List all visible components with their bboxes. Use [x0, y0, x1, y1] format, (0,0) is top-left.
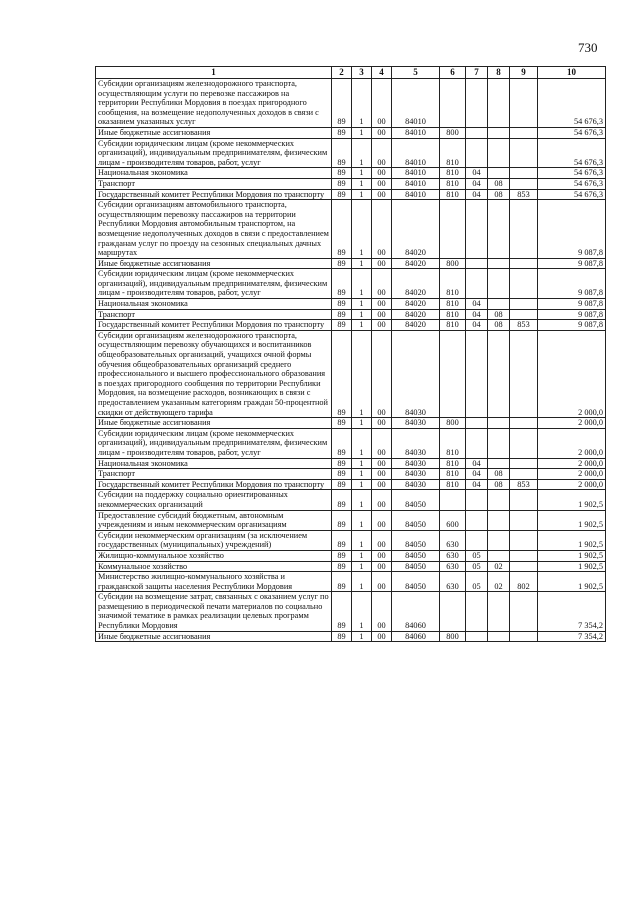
amount-cell: 7 354,2 — [538, 631, 606, 642]
code-cell: 1 — [352, 269, 372, 299]
code-cell: 810 — [440, 299, 466, 310]
code-cell — [510, 418, 538, 429]
code-cell — [488, 79, 510, 128]
code-cell: 84030 — [392, 428, 440, 458]
code-cell: 1 — [352, 561, 372, 572]
code-cell: 89 — [332, 510, 352, 530]
table-row — [96, 550, 606, 561]
code-cell: 00 — [372, 458, 392, 469]
table-row — [96, 631, 606, 642]
code-cell: 00 — [372, 561, 392, 572]
code-cell: 05 — [466, 561, 488, 572]
table-row — [96, 138, 606, 168]
col-header: 7 — [466, 67, 488, 79]
row-name-cell: Субсидии организациям железнодорожного транспорта, осуществляющим услуги по перевозке пассажиров на территории Республики Мордовия в поездах пригородного сообщения, на возмещение недополученных доходов в связи с оказанием указанных услуг — [96, 79, 332, 128]
code-cell — [488, 330, 510, 417]
code-cell: 802 — [510, 572, 538, 592]
code-cell: 00 — [372, 631, 392, 642]
table-row — [96, 258, 606, 269]
code-cell — [510, 178, 538, 189]
code-cell: 84010 — [392, 138, 440, 168]
table-header-row — [96, 67, 606, 79]
code-cell: 89 — [332, 309, 352, 320]
code-cell — [440, 490, 466, 510]
code-cell — [510, 428, 538, 458]
amount-cell: 9 087,8 — [538, 299, 606, 310]
code-cell: 89 — [332, 490, 352, 510]
code-cell — [466, 530, 488, 550]
code-cell: 89 — [332, 299, 352, 310]
code-cell: 810 — [440, 458, 466, 469]
code-cell — [510, 510, 538, 530]
code-cell — [510, 530, 538, 550]
table-row — [96, 127, 606, 138]
amount-cell: 1 902,5 — [538, 530, 606, 550]
col-header: 10 — [538, 67, 606, 79]
code-cell: 89 — [332, 418, 352, 429]
code-cell: 89 — [332, 479, 352, 490]
code-cell: 1 — [352, 469, 372, 480]
code-cell: 89 — [332, 138, 352, 168]
row-name-cell: Национальная экономика — [96, 168, 332, 179]
code-cell: 00 — [372, 469, 392, 480]
code-cell: 600 — [440, 510, 466, 530]
code-cell: 84020 — [392, 200, 440, 259]
code-cell — [440, 79, 466, 128]
table-row — [96, 189, 606, 200]
row-name-cell: Субсидии на возмещение затрат, связанных с оказанием услуг по размещению в периодической печати материалов по социально значимой тематике в рамках реализации целевых программ Республики Мордовия — [96, 592, 332, 631]
code-cell — [510, 458, 538, 469]
code-cell: 1 — [352, 550, 372, 561]
code-cell — [466, 490, 488, 510]
code-cell: 84010 — [392, 79, 440, 128]
code-cell: 84020 — [392, 269, 440, 299]
code-cell: 810 — [440, 320, 466, 331]
code-cell: 08 — [488, 479, 510, 490]
code-cell — [510, 469, 538, 480]
col-header: 8 — [488, 67, 510, 79]
code-cell — [488, 138, 510, 168]
code-cell: 00 — [372, 269, 392, 299]
code-cell: 853 — [510, 320, 538, 331]
code-cell: 1 — [352, 330, 372, 417]
code-cell: 89 — [332, 572, 352, 592]
code-cell: 00 — [372, 309, 392, 320]
row-name-cell: Иные бюджетные ассигнования — [96, 418, 332, 429]
code-cell: 89 — [332, 592, 352, 631]
table-row — [96, 269, 606, 299]
code-cell: 89 — [332, 178, 352, 189]
code-cell — [510, 330, 538, 417]
code-cell — [466, 258, 488, 269]
code-cell: 89 — [332, 550, 352, 561]
amount-cell: 1 902,5 — [538, 550, 606, 561]
code-cell — [488, 299, 510, 310]
amount-cell: 54 676,3 — [538, 138, 606, 168]
code-cell: 89 — [332, 330, 352, 417]
code-cell: 1 — [352, 479, 372, 490]
code-cell: 810 — [440, 269, 466, 299]
code-cell: 800 — [440, 258, 466, 269]
amount-cell: 54 676,3 — [538, 178, 606, 189]
row-name-cell: Государственный комитет Республики Мордовия по транспорту — [96, 189, 332, 200]
row-name-cell: Транспорт — [96, 178, 332, 189]
code-cell: 810 — [440, 138, 466, 168]
code-cell: 1 — [352, 200, 372, 259]
code-cell: 08 — [488, 189, 510, 200]
code-cell: 04 — [466, 189, 488, 200]
code-cell: 04 — [466, 458, 488, 469]
code-cell — [466, 79, 488, 128]
table-row — [96, 79, 606, 128]
code-cell: 1 — [352, 309, 372, 320]
amount-cell: 2 000,0 — [538, 458, 606, 469]
code-cell — [466, 200, 488, 259]
code-cell: 1 — [352, 572, 372, 592]
code-cell: 02 — [488, 561, 510, 572]
code-cell: 1 — [352, 490, 372, 510]
table-row — [96, 510, 606, 530]
code-cell: 84030 — [392, 330, 440, 417]
row-name-cell: Субсидии юридическим лицам (кроме некоммерческих организаций), индивидуальным предпринимателям, физическим лицам - производителям товаров, работ, услуг — [96, 428, 332, 458]
code-cell: 89 — [332, 561, 352, 572]
code-cell — [510, 168, 538, 179]
row-name-cell: Транспорт — [96, 469, 332, 480]
code-cell: 84030 — [392, 469, 440, 480]
code-cell: 810 — [440, 168, 466, 179]
code-cell: 89 — [332, 631, 352, 642]
row-name-cell: Субсидии на поддержку социально ориентированных некоммерческих организаций — [96, 490, 332, 510]
code-cell — [466, 127, 488, 138]
amount-cell: 2 000,0 — [538, 479, 606, 490]
code-cell: 853 — [510, 479, 538, 490]
code-cell — [466, 418, 488, 429]
code-cell — [466, 510, 488, 530]
code-cell — [510, 127, 538, 138]
table-row — [96, 178, 606, 189]
code-cell: 04 — [466, 320, 488, 331]
code-cell: 89 — [332, 428, 352, 458]
row-name-cell: Коммунальное хозяйство — [96, 561, 332, 572]
code-cell — [510, 269, 538, 299]
row-name-cell: Субсидии организациям автомобильного транспорта, осуществляющим перевозку пассажиров на территории Республики Мордовия автомобильным транспортом, на возмещение недополученных доходов в связи с предоставлением гражданам услуг по проезду на сезонных специальных дачных маршрутах — [96, 200, 332, 259]
code-cell: 00 — [372, 127, 392, 138]
code-cell — [488, 200, 510, 259]
code-cell — [488, 510, 510, 530]
row-name-cell: Субсидии юридическим лицам (кроме некоммерческих организаций), индивидуальным предпринимателям, физическим лицам - производителям товаров, работ, услуг — [96, 138, 332, 168]
amount-cell: 9 087,8 — [538, 200, 606, 259]
code-cell: 89 — [332, 469, 352, 480]
code-cell: 84050 — [392, 572, 440, 592]
code-cell — [510, 490, 538, 510]
code-cell: 02 — [488, 572, 510, 592]
amount-cell: 54 676,3 — [538, 189, 606, 200]
code-cell: 1 — [352, 418, 372, 429]
code-cell: 1 — [352, 178, 372, 189]
amount-cell: 7 354,2 — [538, 592, 606, 631]
code-cell: 00 — [372, 200, 392, 259]
code-cell: 00 — [372, 168, 392, 179]
row-name-cell: Субсидии юридическим лицам (кроме некоммерческих организаций), индивидуальным предпринимателям, физическим лицам - производителям товаров, работ, услуг — [96, 269, 332, 299]
code-cell: 84020 — [392, 299, 440, 310]
code-cell: 84050 — [392, 510, 440, 530]
row-name-cell: Государственный комитет Республики Мордовия по транспорту — [96, 320, 332, 331]
code-cell — [510, 550, 538, 561]
col-header: 6 — [440, 67, 466, 79]
table-row — [96, 561, 606, 572]
table-row — [96, 299, 606, 310]
row-name-cell: Национальная экономика — [96, 458, 332, 469]
code-cell: 810 — [440, 178, 466, 189]
row-name-cell: Иные бюджетные ассигнования — [96, 127, 332, 138]
code-cell: 89 — [332, 189, 352, 200]
code-cell — [466, 592, 488, 631]
code-cell: 84010 — [392, 189, 440, 200]
code-cell: 04 — [466, 168, 488, 179]
code-cell — [510, 200, 538, 259]
code-cell — [488, 428, 510, 458]
code-cell — [510, 592, 538, 631]
amount-cell: 2 000,0 — [538, 428, 606, 458]
code-cell: 84030 — [392, 418, 440, 429]
code-cell: 800 — [440, 127, 466, 138]
code-cell — [510, 299, 538, 310]
amount-cell: 1 902,5 — [538, 510, 606, 530]
code-cell: 00 — [372, 572, 392, 592]
code-cell: 00 — [372, 79, 392, 128]
code-cell — [488, 269, 510, 299]
code-cell — [466, 269, 488, 299]
table-row — [96, 418, 606, 429]
code-cell: 1 — [352, 428, 372, 458]
table-row — [96, 572, 606, 592]
code-cell: 89 — [332, 269, 352, 299]
code-cell — [466, 330, 488, 417]
code-cell: 05 — [466, 550, 488, 561]
col-header: 2 — [332, 67, 352, 79]
code-cell: 810 — [440, 428, 466, 458]
code-cell: 00 — [372, 330, 392, 417]
code-cell: 84030 — [392, 479, 440, 490]
code-cell: 1 — [352, 168, 372, 179]
code-cell — [440, 592, 466, 631]
table-row — [96, 428, 606, 458]
amount-cell: 54 676,3 — [538, 127, 606, 138]
code-cell: 84060 — [392, 592, 440, 631]
code-cell: 04 — [466, 309, 488, 320]
code-cell — [466, 631, 488, 642]
code-cell: 1 — [352, 510, 372, 530]
table-row — [96, 330, 606, 417]
table-row — [96, 458, 606, 469]
code-cell: 89 — [332, 168, 352, 179]
amount-cell: 9 087,8 — [538, 269, 606, 299]
amount-cell: 2 000,0 — [538, 330, 606, 417]
code-cell: 00 — [372, 490, 392, 510]
code-cell: 630 — [440, 550, 466, 561]
table-row — [96, 469, 606, 480]
table-row — [96, 592, 606, 631]
code-cell — [466, 138, 488, 168]
row-name-cell: Министерство жилищно-коммунального хозяйства и гражданской защиты населения Республики Мордовия — [96, 572, 332, 592]
code-cell: 630 — [440, 530, 466, 550]
budget-table — [95, 66, 606, 642]
code-cell: 04 — [466, 299, 488, 310]
col-header: 5 — [392, 67, 440, 79]
code-cell: 00 — [372, 418, 392, 429]
code-cell: 1 — [352, 127, 372, 138]
code-cell: 04 — [466, 469, 488, 480]
amount-cell: 1 902,5 — [538, 490, 606, 510]
code-cell: 84030 — [392, 458, 440, 469]
table-row — [96, 309, 606, 320]
code-cell: 05 — [466, 572, 488, 592]
code-cell: 89 — [332, 530, 352, 550]
code-cell: 1 — [352, 189, 372, 200]
code-cell: 84020 — [392, 309, 440, 320]
row-name-cell: Иные бюджетные ассигнования — [96, 631, 332, 642]
table-row — [96, 320, 606, 331]
code-cell: 08 — [488, 469, 510, 480]
code-cell: 84050 — [392, 550, 440, 561]
row-name-cell: Транспорт — [96, 309, 332, 320]
code-cell: 84050 — [392, 561, 440, 572]
code-cell: 810 — [440, 469, 466, 480]
code-cell: 00 — [372, 138, 392, 168]
code-cell — [440, 200, 466, 259]
code-cell: 1 — [352, 258, 372, 269]
code-cell: 84010 — [392, 168, 440, 179]
code-cell: 800 — [440, 631, 466, 642]
code-cell: 630 — [440, 561, 466, 572]
code-cell — [488, 550, 510, 561]
code-cell: 84010 — [392, 127, 440, 138]
table-row — [96, 490, 606, 510]
code-cell: 84020 — [392, 258, 440, 269]
code-cell — [488, 490, 510, 510]
row-name-cell: Субсидии организациям железнодорожного транспорта, осуществляющим перевозку обучающихся и воспитанников общеобразовательных организаций, учащихся очной формы обучения общеобразовательных организаций среднего профессионального и высшего профессионального образования в поездах пригородного сообщения по территории Республики Мордовия, на возмещение расходов, возникающих в связи с предоставлением указанным категориям граждан 50-процентной скидки от действующего тарифа — [96, 330, 332, 417]
amount-cell: 1 902,5 — [538, 561, 606, 572]
page-number: 730 — [578, 40, 598, 55]
code-cell: 1 — [352, 320, 372, 331]
code-cell: 84020 — [392, 320, 440, 331]
table-row — [96, 530, 606, 550]
code-cell — [488, 530, 510, 550]
row-name-cell: Иные бюджетные ассигнования — [96, 258, 332, 269]
amount-cell: 9 087,8 — [538, 309, 606, 320]
code-cell: 1 — [352, 138, 372, 168]
table-row — [96, 168, 606, 179]
code-cell: 84050 — [392, 490, 440, 510]
code-cell: 08 — [488, 178, 510, 189]
code-cell — [488, 168, 510, 179]
code-cell: 00 — [372, 320, 392, 331]
code-cell: 89 — [332, 200, 352, 259]
row-name-cell: Предоставление субсидий бюджетным, автономным учреждениям и иным некоммерческим организациям — [96, 510, 332, 530]
code-cell — [510, 631, 538, 642]
code-cell: 800 — [440, 418, 466, 429]
code-cell: 08 — [488, 320, 510, 331]
table-row — [96, 200, 606, 259]
code-cell: 00 — [372, 258, 392, 269]
code-cell: 89 — [332, 127, 352, 138]
amount-cell: 9 087,8 — [538, 258, 606, 269]
code-cell — [510, 309, 538, 320]
code-cell: 84050 — [392, 530, 440, 550]
col-header: 3 — [352, 67, 372, 79]
col-header: 1 — [96, 67, 332, 79]
code-cell: 1 — [352, 299, 372, 310]
code-cell: 04 — [466, 479, 488, 490]
code-cell: 630 — [440, 572, 466, 592]
code-cell: 84010 — [392, 178, 440, 189]
code-cell — [488, 592, 510, 631]
row-name-cell: Субсидии некоммерческим организациям (за исключением государственных (муниципальных) учреждений) — [96, 530, 332, 550]
code-cell: 1 — [352, 631, 372, 642]
code-cell: 00 — [372, 178, 392, 189]
code-cell: 00 — [372, 299, 392, 310]
code-cell: 810 — [440, 189, 466, 200]
amount-cell: 2 000,0 — [538, 418, 606, 429]
code-cell: 853 — [510, 189, 538, 200]
code-cell: 08 — [488, 309, 510, 320]
col-header: 4 — [372, 67, 392, 79]
code-cell — [488, 127, 510, 138]
code-cell: 810 — [440, 309, 466, 320]
code-cell: 1 — [352, 530, 372, 550]
code-cell: 89 — [332, 79, 352, 128]
col-header: 9 — [510, 67, 538, 79]
code-cell: 84060 — [392, 631, 440, 642]
table-row — [96, 479, 606, 490]
code-cell: 00 — [372, 189, 392, 200]
row-name-cell: Жилищно-коммунальное хозяйство — [96, 550, 332, 561]
code-cell: 04 — [466, 178, 488, 189]
code-cell: 00 — [372, 428, 392, 458]
code-cell: 00 — [372, 550, 392, 561]
code-cell: 00 — [372, 592, 392, 631]
code-cell: 00 — [372, 479, 392, 490]
code-cell: 810 — [440, 479, 466, 490]
code-cell — [488, 631, 510, 642]
amount-cell: 54 676,3 — [538, 79, 606, 128]
row-name-cell: Национальная экономика — [96, 299, 332, 310]
amount-cell: 2 000,0 — [538, 469, 606, 480]
code-cell: 1 — [352, 79, 372, 128]
code-cell — [510, 258, 538, 269]
code-cell: 89 — [332, 458, 352, 469]
code-cell — [466, 428, 488, 458]
amount-cell: 54 676,3 — [538, 168, 606, 179]
code-cell: 89 — [332, 320, 352, 331]
code-cell: 00 — [372, 530, 392, 550]
code-cell: 89 — [332, 258, 352, 269]
code-cell — [510, 79, 538, 128]
code-cell: 1 — [352, 592, 372, 631]
code-cell: 1 — [352, 458, 372, 469]
code-cell — [510, 138, 538, 168]
code-cell — [488, 458, 510, 469]
code-cell — [488, 258, 510, 269]
code-cell — [488, 418, 510, 429]
code-cell — [440, 330, 466, 417]
code-cell: 00 — [372, 510, 392, 530]
amount-cell: 1 902,5 — [538, 572, 606, 592]
amount-cell: 9 087,8 — [538, 320, 606, 331]
code-cell — [510, 561, 538, 572]
row-name-cell: Государственный комитет Республики Мордовия по транспорту — [96, 479, 332, 490]
